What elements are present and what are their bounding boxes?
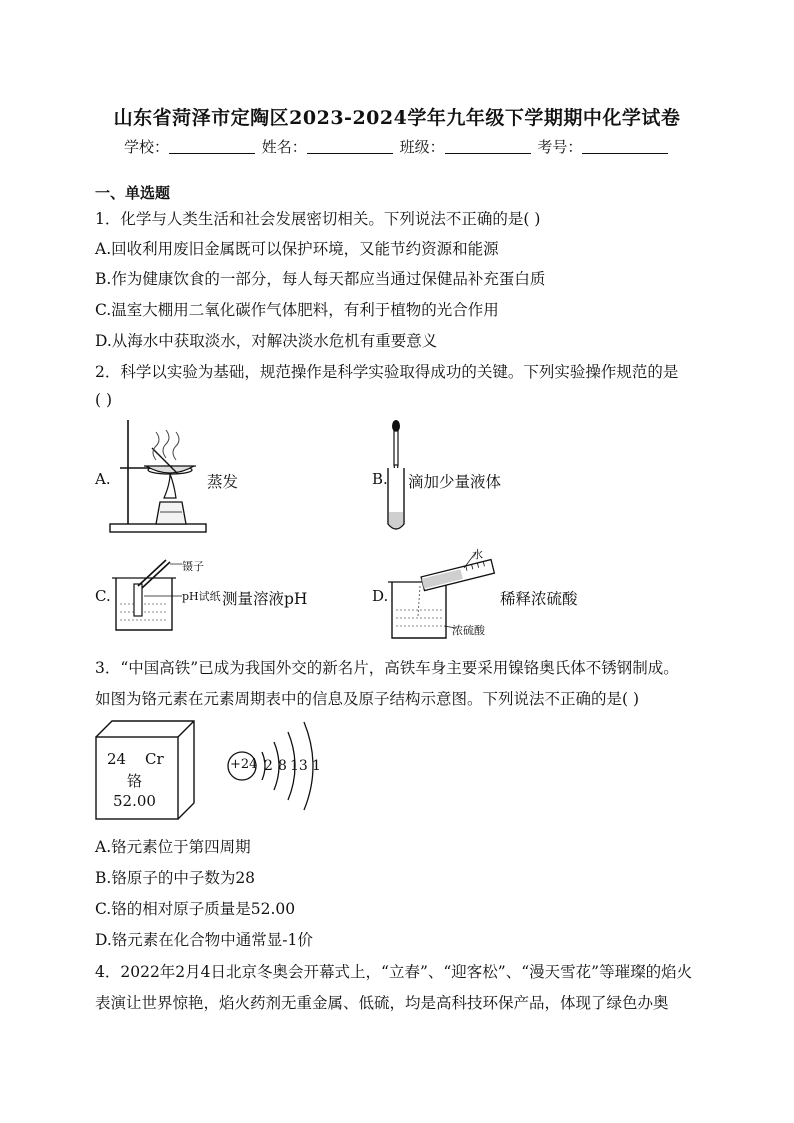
student-info-row [124, 136, 670, 157]
section-heading: 一、单选题 [95, 184, 171, 202]
atomic-structure-diagram [226, 716, 336, 816]
q2-d-caption: 稀释浓硫酸 [500, 590, 578, 608]
shell-3-electrons: 13 [290, 758, 308, 774]
exam-number-blank[interactable] [582, 139, 668, 154]
q2-c-paper-label: pH试纸 [182, 590, 221, 603]
school-blank[interactable] [169, 139, 255, 154]
q2-stem-paren: ( ) [95, 391, 113, 409]
q1-option-a: A.回收利用废旧金属既可以保护环境，又能节约资源和能源 [95, 240, 499, 258]
q2-c-label: C. [95, 587, 111, 605]
shell-2-electrons: 8 [278, 758, 287, 774]
page-title: 山东省菏泽市定陶区2023-2024学年九年级下学期期中化学试卷 [113, 107, 681, 129]
q2-b-label: B. [372, 470, 388, 488]
element-number: 24 [107, 750, 127, 768]
q1-option-b: B.作为健康饮食的一部分，每人每天都应当通过保健品补充蛋白质 [95, 270, 546, 288]
q2-c-caption: 测量溶液pH [222, 590, 308, 608]
evaporation-apparatus-figure [108, 418, 208, 536]
q3-stem-line1: 3．“中国高铁”已成为我国外交的新名片，高铁车身主要采用镍铬奥氏体不锈钢制成。 [95, 659, 679, 677]
element-cell [95, 720, 195, 820]
q2-d-acid-label: 浓硫酸 [452, 624, 485, 637]
q2-a-caption: 蒸发 [207, 473, 239, 491]
element-symbol: Cr [145, 750, 164, 768]
q3-option-a: A.铬元素位于第四周期 [95, 838, 251, 856]
dropper-test-tube-figure [384, 418, 408, 536]
element-name: 铬 [127, 772, 143, 790]
q4-line2: 表演让世界惊艳，焰火药剂无重金属、低硫，均是高科技环保产品，体现了绿色办奥 [95, 994, 669, 1012]
exam-number-label: 考号： [537, 138, 583, 156]
q4-line1: 4．2022年2月4日北京冬奥会开幕式上，“立春”、“迎客松”、“漫天雪花”等璀璨的焰火 [95, 963, 693, 981]
q2-b-caption: 滴加少量液体 [408, 473, 502, 491]
class-label: 班级： [399, 138, 445, 156]
element-mass: 52.00 [113, 792, 156, 810]
q2-stem: 2．科学以实验为基础，规范操作是科学实验取得成功的关键。下列实验操作规范的是 [95, 363, 679, 381]
q2-c-tweezers-label: 镊子 [182, 560, 204, 573]
q3-option-b: B.铬原子的中子数为28 [95, 869, 256, 887]
q3-stem-line2: 如图为铬元素在元素周期表中的信息及原子结构示意图。下列说法不正确的是( ) [95, 690, 640, 708]
q1-stem: 1．化学与人类生活和社会发展密切相关。下列说法不正确的是( ) [95, 210, 541, 228]
class-blank[interactable] [445, 139, 531, 154]
ph-test-figure [108, 556, 188, 634]
q3-option-d: D.铬元素在化合物中通常显-1价 [95, 931, 313, 949]
q2-d-label: D. [372, 587, 389, 605]
q1-option-d: D.从海水中获取淡水，对解决淡水危机有重要意义 [95, 332, 438, 350]
q2-d-water-label: 水 [472, 548, 483, 561]
shell-4-electrons: 1 [312, 758, 321, 774]
name-blank[interactable] [307, 139, 393, 154]
nucleus-charge: +24 [230, 757, 258, 772]
q1-option-c: C.温室大棚用二氧化碳作气体肥料，有利于植物的光合作用 [95, 301, 499, 319]
name-label: 姓名： [261, 138, 307, 156]
q3-option-c: C.铬的相对原子质量是52.00 [95, 900, 296, 918]
shell-1-electrons: 2 [264, 758, 273, 774]
q2-a-label: A. [95, 470, 111, 488]
school-label: 学校： [124, 138, 170, 156]
